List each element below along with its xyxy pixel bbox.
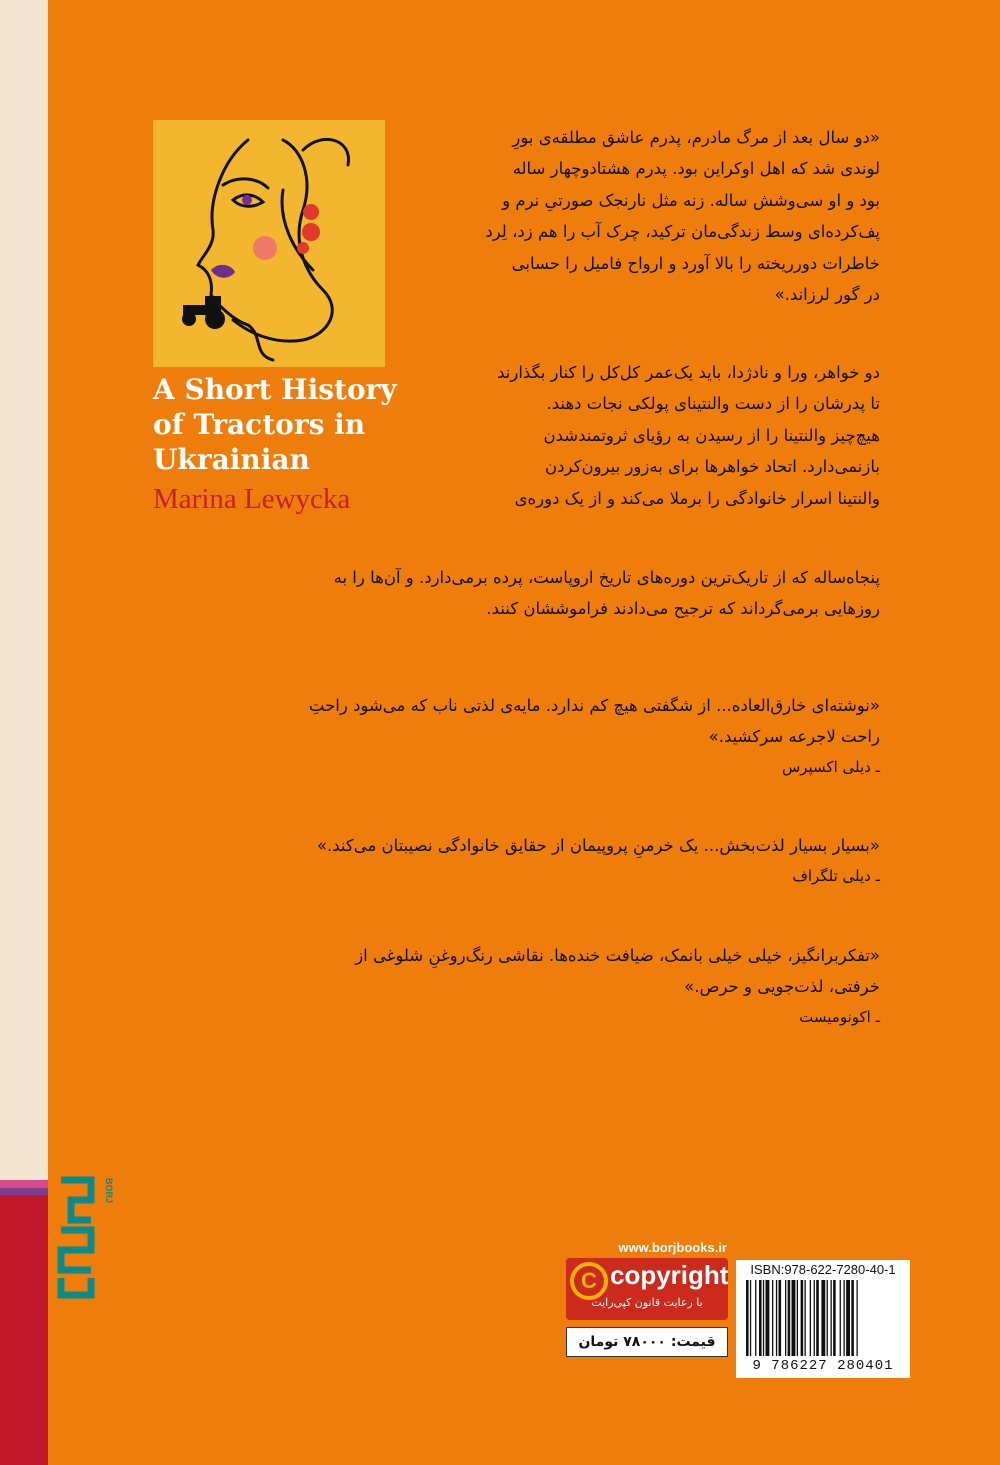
review-line: خرفتی، لذت‌جویی و حرص.»	[684, 977, 880, 996]
spine-stripe-pink	[0, 1180, 48, 1188]
blurb-line: پنجاه‌ساله که از تاریک‌ترین دوره‌های تاریخ اروپاست، پرده برمی‌دارد. و آن‌ها را به	[333, 568, 880, 587]
blurb-line: روزهایی برمی‌گرداند که ترجیح می‌دادند فراموششان کنند.	[486, 599, 880, 619]
review-quote	[355, 940, 880, 1032]
spine	[0, 0, 48, 1465]
face-illustration-icon	[153, 120, 385, 367]
blurb-line: پف‌کرده‌ای وسط زندگی‌مان ترکید، چرک آب را هم زد، لِرد	[485, 222, 880, 242]
barcode-digits: 9 786227 280401	[752, 1358, 894, 1374]
english-title	[153, 372, 403, 477]
spine-red-band	[0, 1195, 48, 1465]
blurb-line: بازنمی‌دارد. اتحاد خواهرها برای به‌زور بیرون‌کردن	[545, 457, 880, 477]
isbn-label: ISBN:978-622-7280-40-1	[750, 1262, 896, 1277]
publisher-logo-icon	[56, 1170, 116, 1300]
blurb-line: بود و او سی‌وشش ساله. زنه مثل نارنجک صورتیِ نرم و	[502, 190, 880, 210]
blurb-paragraph-1	[400, 122, 880, 310]
blurb-line: لوندی شد که اهل اوکراین بود. پدرم هشتادوچهار ساله	[512, 159, 880, 179]
spine-stripe-purple	[0, 1188, 48, 1195]
copyright-word: copyright	[610, 1260, 729, 1290]
review-line: «نوشته‌ای خارق‌العاده... از شگفتی هیچ کم ندارد. مایه‌ی لذتی ناب که می‌شود راحتِ	[308, 696, 880, 715]
review-line: «تفکربرانگیز، خیلی خیلی بانمک، ضیافت خنده‌ها. نقاشی رنگ‌روغنِ شلوغی از	[355, 946, 880, 965]
blurb-line: خاطرات دورریخته را بالا آورد و ارواح فامیل را حسابی	[511, 253, 880, 273]
cover-illustration	[153, 120, 385, 367]
english-title-line: of Tractors in	[153, 408, 366, 441]
review-source: ـ دیلی اکسپرس	[781, 758, 880, 776]
blurb-line: هیچ‌چیز والنتینا را از رسیدن به رؤیای ثروتمندشدن	[543, 425, 880, 445]
review-source: ـ اکونومیست	[799, 1008, 880, 1026]
english-author: Marina Lewycka	[153, 483, 351, 515]
english-title-line: A Short History	[153, 373, 397, 406]
blurb-paragraph-2-wide	[150, 562, 880, 625]
review-line: راحت لاجرعه سرکشید.»	[708, 727, 880, 746]
blurb-line: در گور لرزاند.»	[774, 284, 880, 304]
blurb-paragraph-2	[400, 357, 880, 514]
blurb-line: دو خواهر، ورا و نادژدا، باید یک‌عمر کل‌کل را کنار بگذارند	[497, 363, 880, 382]
isbn-barcode	[736, 1260, 910, 1378]
copyright-subtitle: با رعایت قانون کپی‌رایت	[591, 1296, 703, 1309]
publisher-website: www.borjbooks.ir	[618, 1240, 727, 1255]
copyright-badge	[566, 1258, 728, 1320]
barcode-icon	[744, 1280, 902, 1356]
price-label: قیمت: ۷۸۰۰۰ تومان	[566, 1327, 728, 1357]
blurb-line: تا پدرشان را از دست والنتینای پولکی نجات دهند.	[546, 394, 880, 414]
review-line: «بسیار بسیار لذت‌بخش... یک خرمنِ پروپیمان از حقایق خانوادگی نصیبتان می‌کند.»	[316, 836, 880, 855]
review-source: ـ دیلی تلگراف	[792, 867, 880, 885]
review-quote	[309, 690, 880, 782]
blurb-line: والنتینا اسرار خانوادگی را برملا می‌کند و از یک دوره‌ی	[514, 488, 880, 508]
english-title-line: Ukrainian	[153, 443, 310, 476]
blurb-line: «دو سال بعد از مرگ مادرم، پدرم عاشق مطلقه‌ی بورِ	[512, 128, 880, 147]
review-quote	[317, 830, 880, 891]
copyright-icon: C	[570, 1262, 608, 1300]
publisher-logo-text: BORJ	[104, 1178, 114, 1204]
